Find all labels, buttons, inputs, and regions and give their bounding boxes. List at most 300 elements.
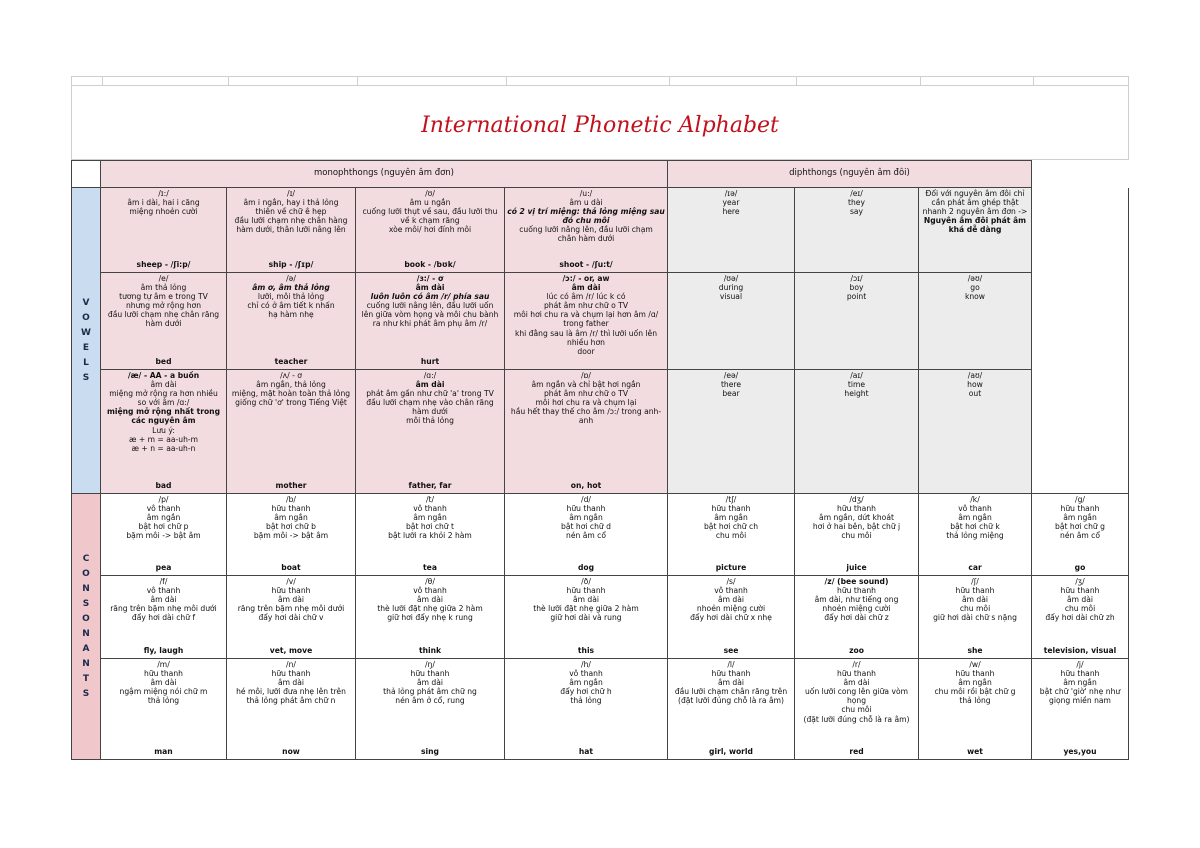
cell-line: hữu thanh bbox=[837, 669, 876, 679]
diphthong-cell bbox=[919, 188, 1032, 273]
cell-line: nhiều hơn bbox=[567, 337, 605, 347]
cell-line: âm dài bbox=[150, 595, 177, 605]
cell-line: khá dễ dàng bbox=[948, 225, 1002, 235]
cell-line: vô thanh bbox=[413, 504, 447, 514]
cell-line: visual bbox=[719, 292, 743, 302]
cell-line: how bbox=[967, 380, 983, 390]
cell-line: /ɑ:/ bbox=[423, 371, 437, 380]
cell-line: hữu thanh bbox=[271, 504, 311, 514]
consonant-cell bbox=[1032, 494, 1129, 576]
vowel-cell bbox=[101, 188, 227, 273]
cell-line: vô thanh bbox=[146, 504, 181, 514]
cell-line: giữ hơi đẩy nhẹ k rung bbox=[387, 613, 473, 623]
cell-line: hữu thanh bbox=[955, 669, 995, 679]
cell-line: hữu thanh bbox=[955, 586, 995, 596]
example-word: think bbox=[418, 646, 442, 655]
cell-line: đầu lưỡi chạm nhẹ vào chân răng bbox=[366, 398, 494, 408]
cell-line: vô thanh bbox=[413, 586, 447, 596]
cell-line: đẩy hơi chữ h bbox=[560, 687, 612, 697]
consonants-letter: C bbox=[82, 553, 90, 564]
cell-line: âm ngắn bbox=[1063, 678, 1097, 688]
cell-line: /s/ bbox=[726, 577, 736, 586]
cell-line: so với âm /ɑ:/ bbox=[137, 398, 190, 408]
consonant-cell bbox=[919, 494, 1032, 576]
cell-line: nén âm ở cổ, rung bbox=[395, 696, 465, 706]
consonants-letter: N bbox=[82, 583, 90, 594]
cell-line: răng trên bặm nhẹ môi dưới bbox=[110, 604, 217, 614]
cell-line: Lưu ý: bbox=[152, 425, 175, 435]
cell-line: cuống lưỡi nâng lên, đầu lưỡi uốn bbox=[366, 301, 494, 311]
example-word: fly, laugh bbox=[143, 646, 184, 655]
cell-line: bật hơi chữ ch bbox=[703, 522, 759, 532]
vowels-label bbox=[71, 188, 101, 494]
cell-line: âm ngắn, dứt khoát bbox=[819, 513, 894, 523]
consonant-cell bbox=[919, 659, 1032, 760]
vowel-cell bbox=[356, 273, 505, 370]
cell-line: âm dài bbox=[717, 678, 745, 688]
cell-line: âm dài bbox=[1066, 595, 1094, 605]
example-word: yes,you bbox=[1063, 747, 1097, 756]
cell-line: hữu thanh bbox=[837, 504, 876, 514]
example-word: book - /bʊk/ bbox=[404, 260, 456, 269]
cell-line: /j/ bbox=[1076, 660, 1084, 669]
cell-line: there bbox=[720, 380, 742, 390]
cell-line: các nguyên âm bbox=[131, 416, 196, 426]
cell-line: đầu lưỡi chạm chân răng trên bbox=[674, 687, 788, 697]
cell-line: nhoẻn miệng cười bbox=[696, 604, 766, 614]
cell-line: lưỡi, môi thả lỏng bbox=[257, 292, 325, 302]
cell-line: môi hơi chu ra và chụm lại hơn âm /ɑ/ bbox=[513, 310, 659, 320]
cell-line: có 2 vị trí miệng: thả lỏng miệng sau đó chu môi bbox=[507, 207, 665, 226]
consonants-letter: A bbox=[82, 643, 90, 654]
cell-line: /m/ bbox=[157, 660, 170, 669]
example-word: hat bbox=[578, 747, 594, 756]
diphthong-cell bbox=[919, 273, 1032, 370]
cell-line: lên giữa vòm họng và môi chu bành bbox=[361, 310, 499, 320]
consonant-cell bbox=[356, 494, 505, 576]
cell-line: /ŋ/ bbox=[425, 660, 435, 669]
cell-line: vô thanh bbox=[569, 669, 603, 679]
consonant-cell bbox=[356, 659, 505, 760]
vowel-cell bbox=[356, 370, 505, 494]
cell-line: /r/ bbox=[852, 660, 861, 669]
example-word: girl, world bbox=[709, 747, 753, 756]
vowels-letter: V bbox=[82, 297, 90, 308]
cell-line: bật hơi chữ g bbox=[1055, 522, 1105, 532]
example-word: father, far bbox=[408, 481, 452, 490]
cell-line: chu môi rồi bật chữ g bbox=[934, 687, 1016, 697]
cell-line: âm ngắn bbox=[274, 513, 308, 523]
cell-line: nhoẻn miệng cười bbox=[822, 604, 891, 614]
cell-line: ngậm miệng nói chữ m bbox=[119, 687, 208, 697]
left-margin-cell bbox=[71, 160, 101, 188]
consonant-cell bbox=[227, 494, 356, 576]
cell-line: chu môi bbox=[715, 531, 747, 541]
cell-line: hữu thanh bbox=[144, 669, 183, 679]
consonant-cell bbox=[795, 659, 919, 760]
consonants-letter: N bbox=[82, 658, 90, 669]
cell-line: âm i dài, hai i căng bbox=[127, 198, 200, 208]
cell-line: âm ngắn bbox=[958, 678, 992, 688]
cell-line: time bbox=[847, 380, 866, 390]
cell-line: giống chữ 'ơ' trong Tiếng Việt bbox=[235, 398, 347, 408]
vowels-letter: L bbox=[83, 357, 89, 368]
cell-line: /ʊə/ bbox=[723, 274, 739, 283]
cell-line: bật hơi chữ k bbox=[950, 522, 1000, 532]
cell-line: bặm môi -> bật âm bbox=[253, 531, 329, 541]
cell-line: hữu thanh bbox=[1060, 669, 1100, 679]
cell-line: uốn lưỡi cong lên giữa vòm bbox=[804, 687, 908, 697]
cell-line: (đặt lưỡi đúng chỗ là ra âm) bbox=[677, 696, 785, 706]
cell-line: thả lỏng bbox=[959, 696, 991, 706]
consonants-letter: S bbox=[82, 598, 90, 609]
cell-line: thả lỏng phát âm chữ ng bbox=[383, 687, 477, 697]
diphthong-cell bbox=[795, 370, 919, 494]
cell-line: thả lỏng bbox=[147, 696, 180, 706]
cell-line: âm dài bbox=[416, 678, 444, 688]
column-header-strip bbox=[71, 76, 1129, 86]
title-area bbox=[71, 86, 1129, 160]
consonant-cell bbox=[668, 494, 795, 576]
cell-line: miệng, mặt hoàn toàn thả lỏng bbox=[231, 389, 351, 399]
diphthong-cell bbox=[668, 273, 795, 370]
vowel-cell bbox=[356, 188, 505, 273]
cell-line: cần phát âm ghép thật bbox=[931, 198, 1019, 208]
cell-line: đẩy hơi dài chữ z bbox=[824, 613, 889, 623]
example-word: sheep - /ʃi:p/ bbox=[136, 260, 191, 269]
consonant-cell bbox=[795, 576, 919, 659]
cell-line: âm dài bbox=[571, 283, 601, 293]
example-word: man bbox=[154, 747, 173, 756]
consonants-letter: S bbox=[82, 688, 90, 699]
consonant-cell bbox=[1032, 576, 1129, 659]
cell-line: âm dài bbox=[277, 595, 305, 605]
cell-line: phát âm như chữ o TV bbox=[543, 389, 629, 399]
cell-line: chu môi bbox=[1064, 604, 1096, 614]
cell-line: nén âm cổ bbox=[566, 531, 606, 541]
cell-line: giữ hơi dài và rung bbox=[550, 613, 622, 623]
cell-line: hữu thanh bbox=[1060, 586, 1100, 596]
cell-line: hàm dưới bbox=[412, 407, 448, 417]
cell-line: during bbox=[718, 283, 744, 293]
vowel-cell bbox=[227, 188, 356, 273]
cell-line: hàm dưới bbox=[145, 319, 182, 329]
diphthong-cell bbox=[795, 188, 919, 273]
example-word: bad bbox=[155, 481, 172, 490]
cell-line: /p/ bbox=[158, 495, 169, 504]
cell-line: phát âm như chữ o TV bbox=[543, 301, 629, 311]
cell-line: âm ngắn bbox=[958, 513, 992, 523]
empty-cell bbox=[1032, 188, 1129, 494]
consonant-cell bbox=[101, 494, 227, 576]
cell-line: âm u dài bbox=[569, 198, 603, 208]
consonant-cell bbox=[668, 659, 795, 760]
consonant-cell bbox=[227, 576, 356, 659]
cell-line: âm ngắn bbox=[714, 513, 748, 523]
cell-line: bear bbox=[722, 389, 740, 399]
cell-line: miệng mở rộng nhất trong bbox=[106, 407, 221, 417]
example-word: juice bbox=[846, 563, 867, 572]
cell-line: hữu thanh bbox=[410, 669, 450, 679]
cell-line: hàm dưới, thân lưỡi nâng lên bbox=[236, 225, 346, 235]
example-word: television, visual bbox=[1043, 646, 1117, 655]
cell-line: /d/ bbox=[581, 495, 591, 504]
cell-line: âm ngắn bbox=[569, 513, 603, 523]
cell-line: họng bbox=[846, 696, 867, 706]
consonant-cell bbox=[668, 576, 795, 659]
cell-line: /n/ bbox=[286, 660, 296, 669]
example-word: now bbox=[282, 747, 300, 756]
consonant-cell bbox=[795, 494, 919, 576]
cell-line: height bbox=[844, 389, 869, 399]
cell-line: hữu thanh bbox=[837, 586, 876, 596]
consonant-cell bbox=[1032, 659, 1129, 760]
cell-line: đẩy hơi dài chữ x nhẹ bbox=[690, 613, 772, 623]
cell-line: /ɒ/ bbox=[581, 371, 591, 380]
cell-line: /eə/ bbox=[723, 371, 739, 380]
vowel-cell bbox=[505, 273, 668, 370]
example-word: on, hot bbox=[570, 481, 602, 490]
cell-line: /k/ bbox=[970, 495, 980, 504]
page-title: International Phonetic Alphabet bbox=[421, 113, 779, 138]
cell-line: year bbox=[722, 198, 740, 208]
example-word: wet bbox=[967, 747, 983, 756]
cell-line: môi hơi chu ra và chụm lại bbox=[535, 398, 637, 408]
cell-line: /aʊ/ bbox=[967, 371, 983, 380]
example-word: mother bbox=[275, 481, 307, 490]
example-word: this bbox=[577, 646, 595, 655]
cell-line: boy bbox=[849, 283, 864, 293]
cell-line: nhanh 2 nguyên âm đơn -> bbox=[922, 207, 1028, 217]
example-word: teacher bbox=[274, 357, 308, 366]
cell-line: phát âm gần như chữ 'a' trong TV bbox=[366, 389, 494, 399]
cell-line: /əʊ/ bbox=[967, 274, 983, 283]
cell-line: âm ngắn, thả lỏng bbox=[256, 380, 326, 390]
cell-line: nhưng mở rộng hơn bbox=[125, 301, 202, 311]
cell-line: /g/ bbox=[1075, 495, 1085, 504]
example-word: picture bbox=[715, 563, 747, 572]
cell-line: /h/ bbox=[581, 660, 591, 669]
cell-line: /ʌ/ - ơ bbox=[280, 371, 302, 380]
cell-line: giữ hơi dài chữ s nặng bbox=[933, 613, 1017, 623]
cell-line: /dʒ/ bbox=[849, 495, 864, 504]
cell-line: âm ngắn bbox=[146, 513, 181, 523]
vowel-cell bbox=[505, 370, 668, 494]
cell-line: âm dài bbox=[843, 678, 870, 688]
cell-line: âm u ngắn bbox=[409, 198, 451, 208]
cell-line: /t/ bbox=[425, 495, 435, 504]
cell-line: they bbox=[848, 198, 865, 208]
cell-line: miệng mở rộng ra hơn nhiều bbox=[109, 389, 218, 399]
cell-line: vô thanh bbox=[958, 504, 992, 514]
cell-line: /æ/ - AA - a buồn bbox=[127, 371, 200, 380]
cell-line: vô thanh bbox=[714, 586, 748, 596]
cell-line: hữu thanh bbox=[271, 669, 311, 679]
example-word: sing bbox=[421, 747, 439, 756]
cell-line: hé môi, lưỡi đưa nhẹ lên trên bbox=[236, 687, 346, 697]
cell-line: âm ngắn và chỉ bật hơi ngắn bbox=[531, 380, 641, 390]
cell-line: /θ/ bbox=[425, 577, 435, 586]
cell-line: đẩy hơi dài chữ f bbox=[131, 613, 196, 623]
cell-line: âm ngắn bbox=[1063, 513, 1097, 523]
cell-line: /eɪ/ bbox=[850, 189, 863, 198]
cell-line: thè lưỡi đặt nhẹ giữa 2 hàm bbox=[377, 604, 483, 614]
consonants-label bbox=[71, 494, 101, 760]
cell-line: /ʊ/ bbox=[425, 189, 435, 198]
cell-line: âm dài bbox=[415, 380, 445, 390]
cell-line: âm dài bbox=[572, 595, 600, 605]
cell-line: bặm môi -> bật âm bbox=[126, 531, 201, 541]
example-word: hurt bbox=[420, 357, 440, 366]
example-word: pea bbox=[155, 563, 172, 572]
example-word: go bbox=[1074, 563, 1086, 572]
cell-line: bật lưỡi ra khỏi 2 hàm bbox=[388, 531, 472, 541]
cell-line: /e/ bbox=[158, 274, 169, 283]
cell-line: /z/ (bee sound) bbox=[824, 577, 889, 586]
example-word: ship - /ʃɪp/ bbox=[268, 260, 314, 269]
cell-line: /b/ bbox=[286, 495, 296, 504]
cell-line: cuống lưỡi thụt về sau, đầu lưỡi thu bbox=[362, 207, 498, 217]
cell-line: âm dài bbox=[150, 380, 177, 390]
example-word: boat bbox=[281, 563, 301, 572]
cell-line: bật chữ 'giờ' nhẹ như bbox=[1039, 687, 1121, 697]
cell-line: môi thả lỏng bbox=[406, 416, 454, 426]
consonant-cell bbox=[505, 494, 668, 576]
cell-line: /ɜ:/ - ơ bbox=[416, 274, 444, 283]
vowel-cell bbox=[227, 370, 356, 494]
example-word: zoo bbox=[849, 646, 864, 655]
cell-line: (đặt lưỡi đúng chỗ là ra âm) bbox=[803, 714, 910, 724]
cell-line: tương tự âm e trong TV bbox=[119, 292, 208, 302]
cell-line: âm dài bbox=[961, 595, 989, 605]
cell-line: âm ơ, âm thả lỏng bbox=[252, 283, 330, 293]
cell-line: hầu hết thay thế cho âm /ɔ:/ trong anh- bbox=[510, 407, 662, 417]
cell-line: âm dài bbox=[717, 595, 745, 605]
cell-line: /aɪ/ bbox=[850, 371, 863, 380]
example-word: car bbox=[968, 563, 982, 572]
cell-line: hơi ở hai bên, bật chữ j bbox=[812, 522, 901, 532]
cell-line: hữu thanh bbox=[711, 504, 751, 514]
cell-line: say bbox=[849, 207, 864, 217]
consonant-cell bbox=[101, 576, 227, 659]
vowels-letter: E bbox=[82, 342, 90, 353]
cell-line: hạ hàm nhẹ bbox=[268, 310, 314, 320]
cell-line: hữu thanh bbox=[711, 669, 751, 679]
cell-line: /ɔ:/ - or, aw bbox=[562, 274, 610, 283]
cell-line: /ɪ:/ bbox=[158, 189, 169, 198]
consonants-letter: N bbox=[82, 628, 90, 639]
cell-line: đầu lưỡi chạm nhẹ chân răng bbox=[107, 310, 220, 320]
cell-line: anh bbox=[578, 416, 594, 426]
cell-line: âm dài, như tiếng ong bbox=[814, 595, 899, 605]
example-word: tea bbox=[423, 563, 437, 572]
diphthong-cell bbox=[668, 370, 795, 494]
cell-line: here bbox=[722, 207, 740, 217]
consonants-letter: O bbox=[82, 568, 90, 579]
cell-line: /v/ bbox=[286, 577, 296, 586]
cell-line: bật hơi chữ b bbox=[266, 522, 316, 532]
cell-line: lúc có âm /r/ lúc k có bbox=[546, 292, 626, 302]
cell-line: /f/ bbox=[159, 577, 168, 586]
vowel-cell bbox=[101, 273, 227, 370]
cell-line: hữu thanh bbox=[566, 586, 606, 596]
cell-line: đầu lưỡi chạm nhẹ chân hàng bbox=[234, 216, 348, 226]
cell-line: ra như khi phát âm phụ âm /r/ bbox=[372, 319, 488, 329]
cell-line: âm dài bbox=[416, 595, 444, 605]
cell-line: hữu thanh bbox=[271, 586, 311, 596]
diphthong-cell bbox=[668, 188, 795, 273]
cell-line: trong father bbox=[563, 319, 609, 329]
vowel-cell bbox=[101, 370, 227, 494]
cell-line: /w/ bbox=[969, 660, 981, 669]
cell-line: Đối với nguyên âm đôi chỉ bbox=[925, 189, 1025, 198]
cell-line: chu môi bbox=[959, 604, 991, 614]
cell-line: thả lỏng bbox=[570, 696, 602, 706]
consonant-cell bbox=[227, 659, 356, 760]
cell-line: go bbox=[970, 283, 980, 293]
cell-line: âm i ngắn, hay i thả lỏng bbox=[243, 198, 339, 208]
cell-line: thè lưỡi đặt nhẹ giữa 2 hàm bbox=[533, 604, 639, 614]
cell-line: bật hơi chữ p bbox=[138, 522, 189, 532]
cell-line: /ð/ bbox=[581, 577, 591, 586]
cell-line: giọng miền nam bbox=[1049, 696, 1111, 706]
consonant-cell bbox=[505, 576, 668, 659]
cell-line: /ɪ/ bbox=[287, 189, 295, 198]
cell-line: out bbox=[968, 389, 982, 399]
cell-line: chân hàm dưới bbox=[557, 234, 615, 244]
cell-line: âm dài bbox=[150, 678, 177, 688]
cell-line: âm thả lỏng bbox=[140, 283, 187, 293]
cell-line: chu môi bbox=[841, 705, 872, 715]
cell-line: luôn luôn có âm /r/ phía sau bbox=[370, 292, 490, 302]
example-word: bed bbox=[155, 357, 172, 366]
ipa-sheet bbox=[71, 76, 1129, 760]
consonant-cell bbox=[356, 576, 505, 659]
cell-line: vô thanh bbox=[146, 586, 181, 596]
cell-line: bật hơi chữ d bbox=[561, 522, 611, 532]
cell-line: /ɔɪ/ bbox=[850, 274, 863, 283]
cell-line: /tʃ/ bbox=[725, 495, 737, 504]
example-word: red bbox=[849, 747, 864, 756]
cell-line: thả lỏng phát âm chữ n bbox=[246, 696, 336, 706]
cell-line: /l/ bbox=[727, 660, 735, 669]
cell-line: /ʃ/ bbox=[971, 577, 979, 586]
cell-line: door bbox=[577, 346, 595, 356]
cell-line: nén âm cổ bbox=[1060, 531, 1100, 541]
cell-line: thiên về chữ ê hẹp bbox=[255, 207, 327, 217]
cell-line: đẩy hơi dài chữ v bbox=[258, 613, 324, 623]
cell-line: xòe môi/ hơi đính môi bbox=[388, 225, 472, 235]
cell-line: cuống lưỡi nâng lên, đầu lưỡi chạm bbox=[519, 225, 653, 235]
cell-line: /ɪə/ bbox=[724, 189, 738, 198]
example-word: vet, move bbox=[269, 646, 313, 655]
cell-line: hữu thanh bbox=[566, 504, 606, 514]
cell-line: chu môi bbox=[841, 531, 872, 541]
cell-line: bật hơi chữ t bbox=[405, 522, 455, 532]
cell-line: răng trên bặm nhẹ môi dưới bbox=[237, 604, 345, 614]
vowels-letter: W bbox=[81, 327, 91, 338]
cell-line: âm ngắn bbox=[569, 678, 603, 688]
cell-line: đẩy hơi dài chữ zh bbox=[1045, 613, 1115, 623]
cell-line: âm ngắn bbox=[413, 513, 447, 523]
cell-line: know bbox=[964, 292, 986, 302]
cell-line: chỉ có ở âm tiết k nhấn bbox=[247, 301, 335, 311]
example-word: shoot - /ʃu:t/ bbox=[559, 260, 613, 269]
example-word: dog bbox=[577, 563, 595, 572]
cell-line: âm dài bbox=[415, 283, 445, 293]
vowels-letter: O bbox=[82, 312, 90, 323]
cell-line: thả lỏng miệng bbox=[946, 531, 1004, 541]
